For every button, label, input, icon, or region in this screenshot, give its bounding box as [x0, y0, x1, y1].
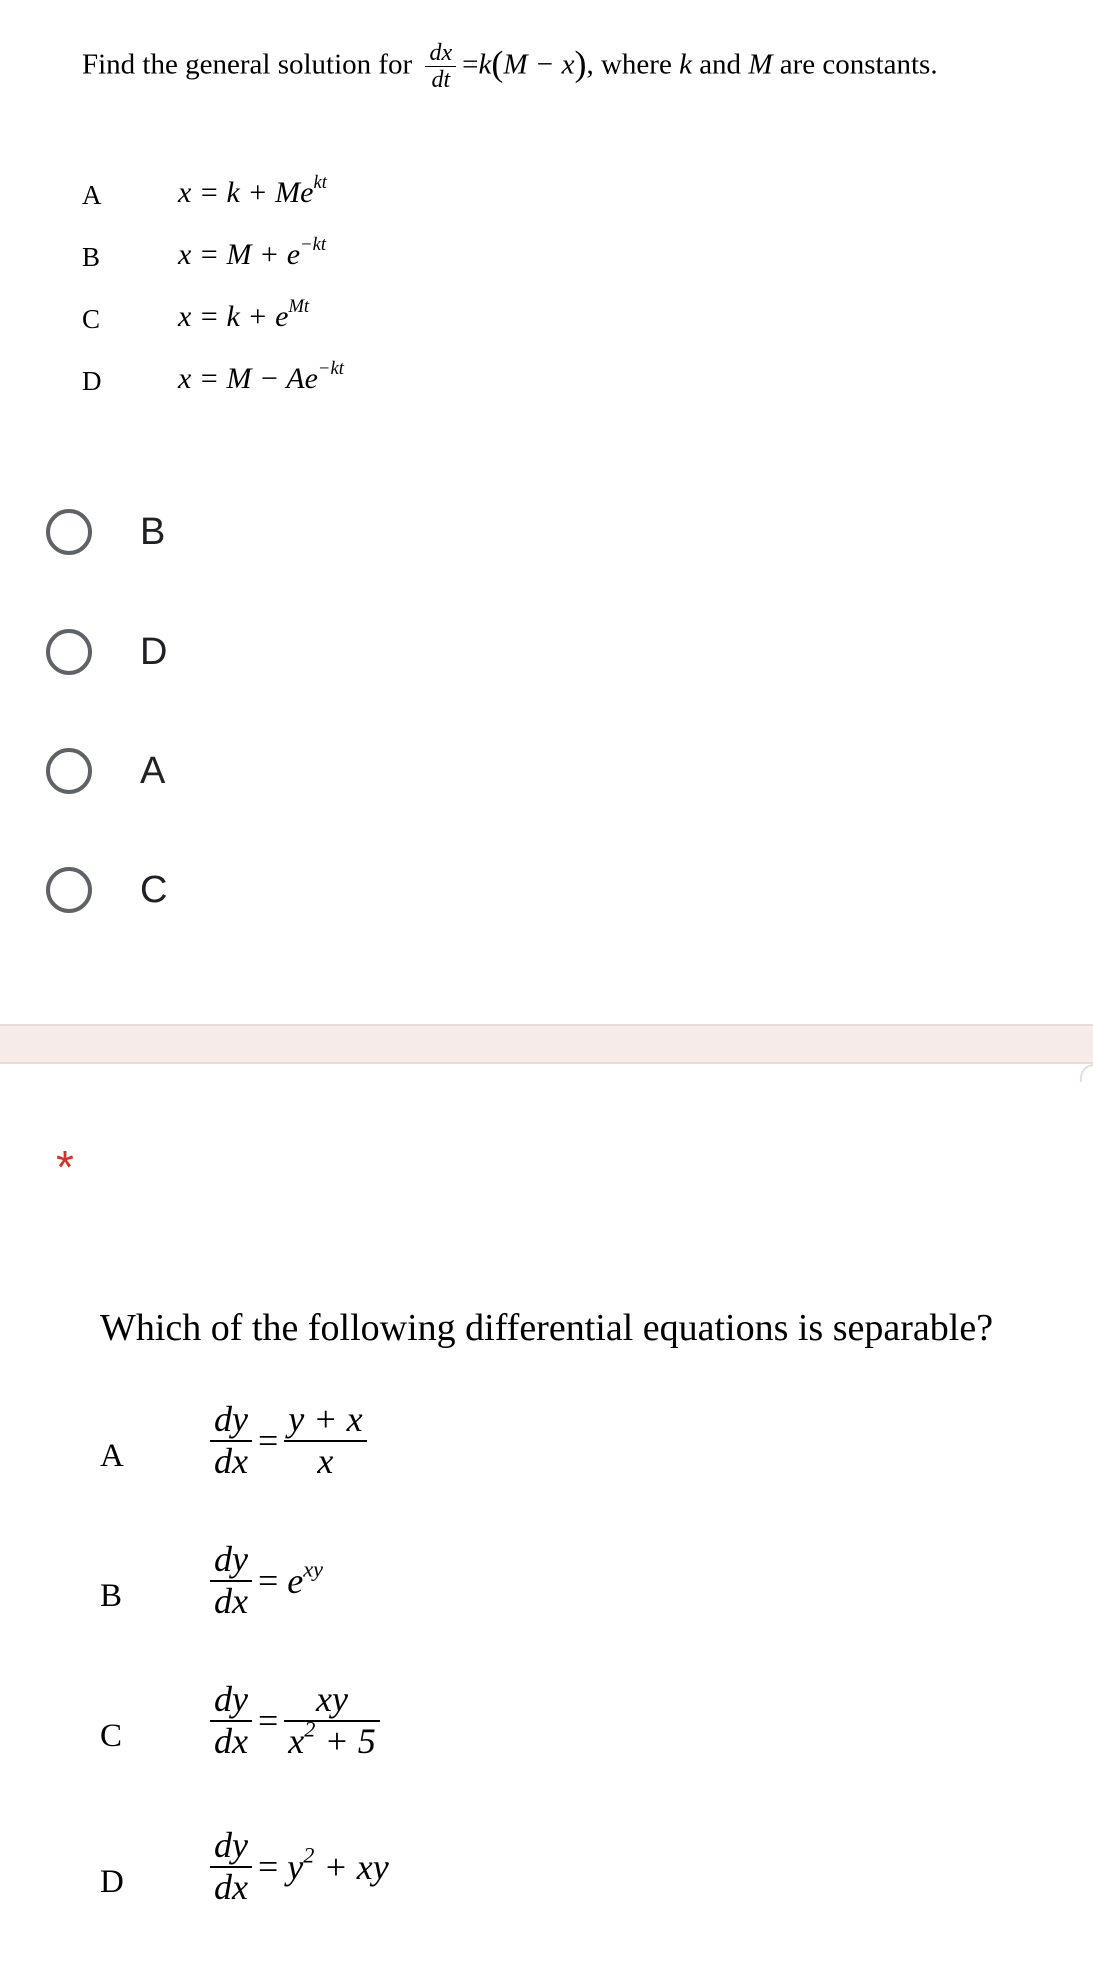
radio-option-a[interactable] — [46, 739, 165, 803]
question-1-inner: M − x — [503, 48, 575, 81]
question-1-prefix: Find the general solution for — [82, 48, 413, 81]
radio-label: A — [140, 749, 166, 792]
question-1-text: Find the general solution for $\frac{dx}{dt}$ =k(M − x), where k and M are constants. — [82, 40, 938, 94]
radio-option-b[interactable] — [46, 500, 165, 564]
radio-option-d[interactable] — [46, 620, 167, 684]
q2-option-b: B $\frac{dy}{dx}$ = $e^{xy}$ — [100, 1539, 324, 1621]
question-2-text: Which of the following differential equations is separable? — [100, 1307, 994, 1349]
radio-circle-icon[interactable] — [46, 867, 92, 913]
q2-option-a: A $\frac{dy}{dx}$ = $\frac{y + x}{x}$ — [100, 1400, 500, 1510]
card-corner — [1080, 1064, 1093, 1082]
q2-option-d: D $\frac{dy}{dx}$ = $y^2$ + xy — [100, 1825, 389, 1907]
radio-option-c[interactable] — [46, 858, 167, 922]
card-separator — [0, 1024, 1093, 1064]
required-marker: * — [56, 1141, 74, 1193]
q2-option-c: C $\frac{dy}{dx}$ = $\frac{xy}{x^2 + 5}$ — [100, 1680, 500, 1790]
radio-label: D — [140, 630, 168, 673]
radio-circle-icon[interactable] — [46, 509, 92, 555]
radio-label: B — [140, 510, 166, 553]
radio-circle-icon[interactable] — [46, 629, 92, 675]
radio-label: C — [140, 868, 168, 911]
radio-circle-icon[interactable] — [46, 748, 92, 794]
dx-dt-fraction: $\frac{dx}{dt}$ — [425, 40, 456, 94]
